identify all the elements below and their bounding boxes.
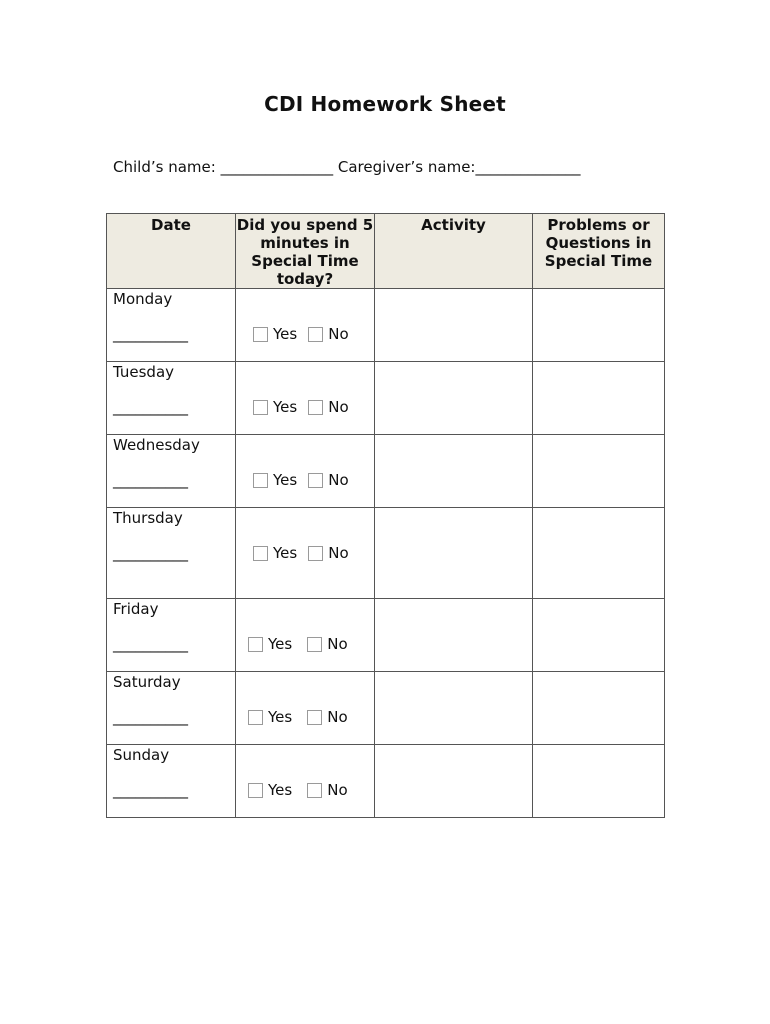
problems-cell[interactable] [533, 599, 665, 672]
no-label: No [328, 471, 349, 489]
special-time-cell [236, 745, 375, 818]
special-time-cell [236, 362, 375, 435]
header-activity: Activity [375, 214, 533, 289]
problems-cell[interactable] [533, 745, 665, 818]
yes-label: Yes [268, 708, 293, 726]
no-checkbox[interactable] [308, 400, 323, 415]
no-label: No [327, 635, 348, 653]
homework-table [106, 213, 665, 818]
no-label: No [327, 708, 348, 726]
special-time-cell [236, 672, 375, 745]
date-cell [107, 362, 236, 435]
yes-checkbox[interactable] [253, 546, 268, 561]
yes-label: Yes [273, 544, 298, 562]
table-row [107, 672, 665, 745]
problems-cell[interactable] [533, 289, 665, 362]
table-row [107, 362, 665, 435]
activity-cell[interactable] [375, 672, 533, 745]
table-header-row [107, 214, 665, 289]
header-special-time: Did you spend 5 minutes in Special Time today? [236, 214, 375, 289]
date-field[interactable]: __________ [113, 398, 188, 416]
table-row [107, 599, 665, 672]
date-field[interactable]: __________ [113, 471, 188, 489]
table-row [107, 508, 665, 599]
no-checkbox[interactable] [307, 710, 322, 725]
activity-cell[interactable] [375, 508, 533, 599]
date-cell [107, 672, 236, 745]
child-name-label: Child’s name: [113, 158, 216, 176]
activity-cell[interactable] [375, 745, 533, 818]
table-row [107, 745, 665, 818]
problems-cell[interactable] [533, 362, 665, 435]
activity-cell[interactable] [375, 435, 533, 508]
day-name: Tuesday [113, 363, 175, 381]
yes-label: Yes [273, 398, 298, 416]
day-name: Thursday [113, 509, 183, 527]
yes-checkbox[interactable] [248, 637, 263, 652]
yes-label: Yes [268, 635, 293, 653]
date-field[interactable]: __________ [113, 544, 188, 562]
date-cell [107, 745, 236, 818]
yes-checkbox[interactable] [253, 473, 268, 488]
date-cell [107, 508, 236, 599]
date-cell [107, 289, 236, 362]
names-line [113, 158, 580, 176]
yes-checkbox[interactable] [253, 400, 268, 415]
no-label: No [328, 398, 349, 416]
table-row [107, 435, 665, 508]
no-label: No [328, 325, 349, 343]
yes-label: Yes [273, 471, 298, 489]
activity-cell[interactable] [375, 289, 533, 362]
no-checkbox[interactable] [308, 473, 323, 488]
yes-checkbox[interactable] [248, 783, 263, 798]
yes-label: Yes [273, 325, 298, 343]
no-checkbox[interactable] [307, 783, 322, 798]
no-checkbox[interactable] [308, 327, 323, 342]
day-name: Sunday [113, 746, 170, 764]
no-checkbox[interactable] [307, 637, 322, 652]
no-checkbox[interactable] [308, 546, 323, 561]
date-cell [107, 435, 236, 508]
day-name: Wednesday [113, 436, 200, 454]
day-name: Saturday [113, 673, 181, 691]
header-problems: Problems or Questions in Special Time [533, 214, 665, 289]
activity-cell[interactable] [375, 599, 533, 672]
special-time-cell [236, 289, 375, 362]
activity-cell[interactable] [375, 362, 533, 435]
caregiver-name-label: Caregiver’s name: [337, 158, 476, 176]
table-row [107, 289, 665, 362]
special-time-cell [236, 599, 375, 672]
yes-checkbox[interactable] [253, 327, 268, 342]
special-time-cell [236, 508, 375, 599]
date-field[interactable]: __________ [113, 708, 188, 726]
problems-cell[interactable] [533, 672, 665, 745]
no-label: No [328, 544, 349, 562]
problems-cell[interactable] [533, 435, 665, 508]
yes-checkbox[interactable] [248, 710, 263, 725]
caregiver-name-field[interactable]: ______________ [475, 158, 581, 176]
header-date: Date [107, 214, 236, 289]
date-cell [107, 599, 236, 672]
special-time-cell [236, 435, 375, 508]
date-field[interactable]: __________ [113, 635, 188, 653]
child-name-field[interactable]: _______________ [220, 158, 334, 176]
date-field[interactable]: __________ [113, 325, 188, 343]
date-field[interactable]: __________ [113, 781, 188, 799]
problems-cell[interactable] [533, 508, 665, 599]
page-title: CDI Homework Sheet [264, 92, 506, 116]
no-label: No [327, 781, 348, 799]
yes-label: Yes [268, 781, 293, 799]
day-name: Monday [113, 290, 173, 308]
day-name: Friday [113, 600, 159, 618]
